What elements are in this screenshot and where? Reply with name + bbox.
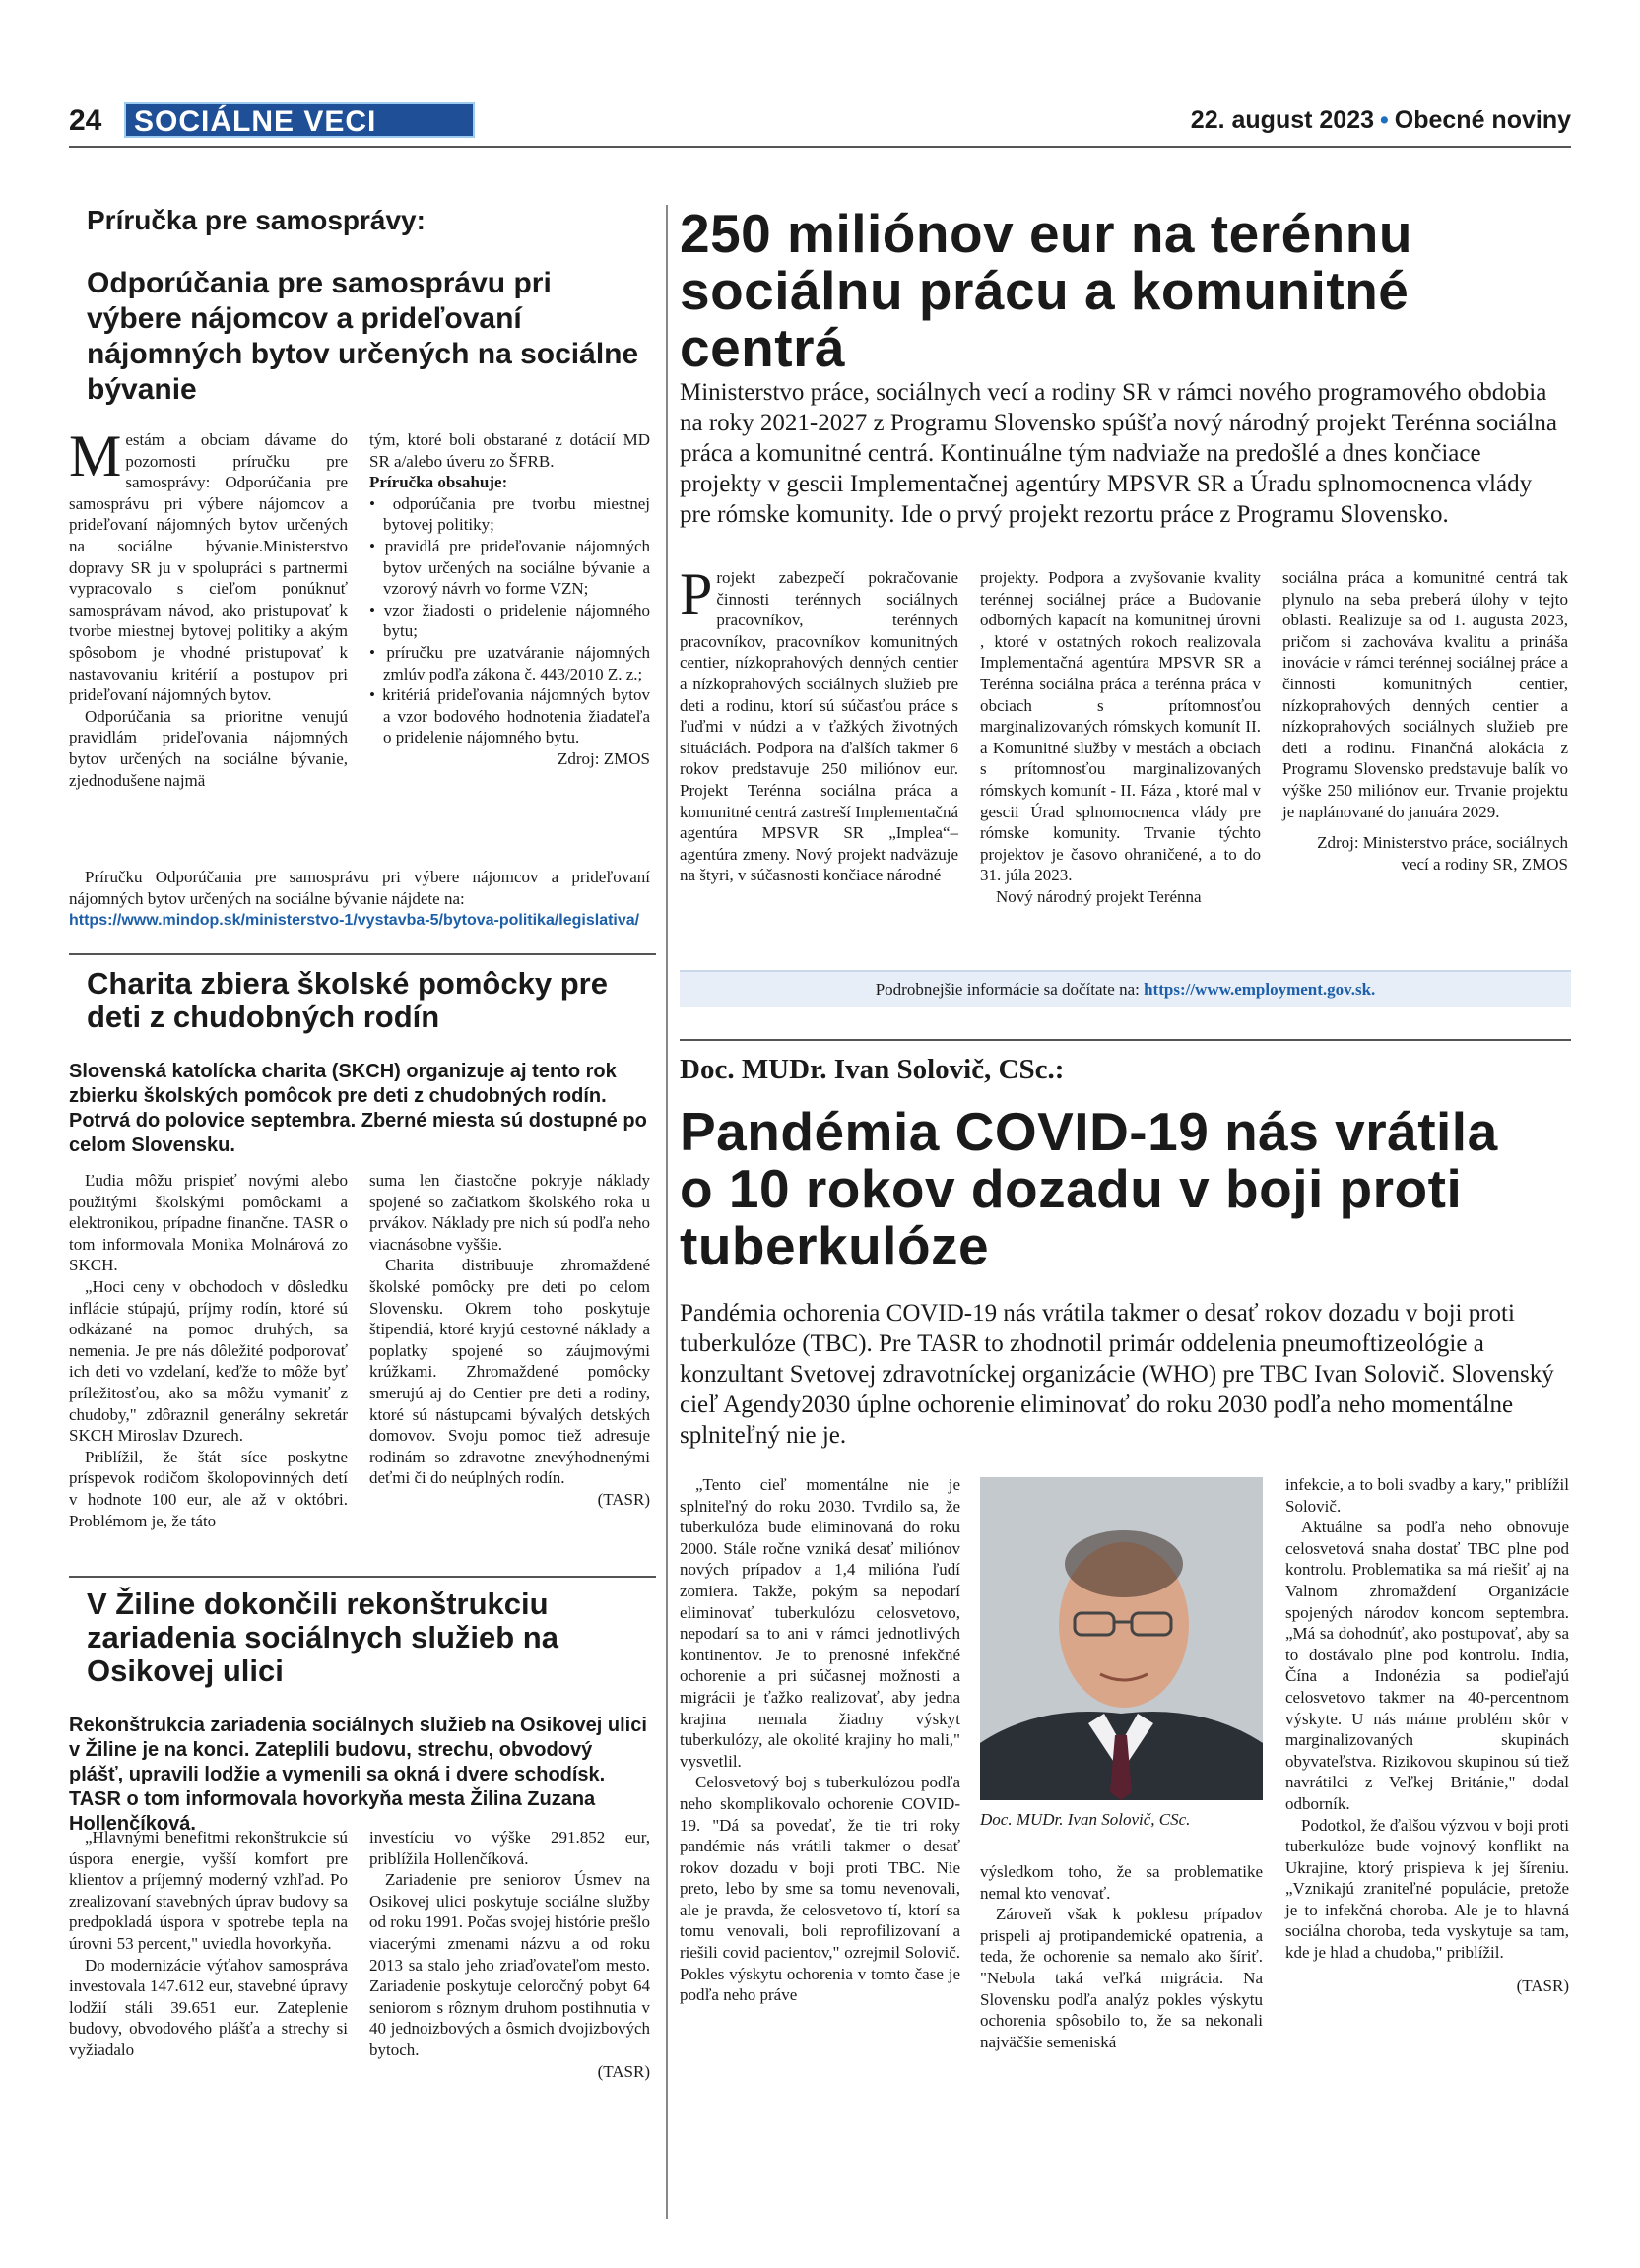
a2-source: Zdroj: Ministerstvo práce, sociálnych vecí a rodiny SR, ZMOS	[1317, 833, 1568, 874]
a3-c1: Ľudia môžu prispieť novými alebo použitými školskými pomôckami a elektronikou, prípadne finančne. TASR o tom informovala Monika Molnárová zo SKCH.	[69, 1171, 348, 1275]
a2-c1: rojekt zabezpečí pokračovanie činnosti terénnych sociálnych pracovníkov, terénnych pracovníkov, pracovníkov komunitných centier, nízkoprahových denných centier a nízkoprahových sociálnych služieb pre deti a rodinu, ktorí sú súčasťou práce s ľuďmi v núdzi a v ťažkých životných situáciách. Podpora na ďalších takmer 6 rokov predstavuje 250 miliónov eur. Projekt Terénna sociálna práca a komunitné centrá zastreší Implementačná agentúra MPSVR SR „Implea“– agentúra zmeny. Nový projekt nadväzuje na štyri, v súčasnosti končiace národné	[680, 568, 958, 885]
a5-c2: výsledkom toho, že sa problematike nemal kto venovať.	[980, 1862, 1263, 1903]
section-label: SOCIÁLNE VECI	[124, 102, 475, 138]
a5-lead: Pandémia ochorenia COVID-19 nás vrátila takmer o desať rokov dozadu v boji proti tuberkulóze (TBC). Pre TASR to zhodnotil primár oddelenia pneumoftizeológie a konzultant Svetovej zdravotníckej organizácie (WHO) pre TBC Ivan Solovič. Slovenský cieľ Agendy2030 úplne ochorenie eliminovať do roku 2030 podľa neho momentálne splniteľný nie je.	[680, 1300, 1554, 1449]
portrait-photo	[980, 1477, 1263, 1800]
a2-col2	[980, 567, 1261, 908]
a3-col1	[69, 1170, 348, 1531]
a1-dropcap: M	[69, 423, 122, 488]
portrait-illustration	[980, 1477, 1263, 1800]
a1-source: Zdroj: ZMOS	[558, 748, 650, 768]
page-number: 24	[69, 104, 102, 137]
a2-col3	[1282, 567, 1568, 875]
a4-col2	[369, 1827, 650, 2082]
list-item: • odporúčania pre tvorbu miestnej bytovej politiky;	[369, 493, 650, 536]
a5-c1b: Celosvetový boj s tuberkulózou podľa neho skomplikovalo ochorenie COVID-19. "Dá sa povedať, že tie tri roky pandémie nás vrátili takmer o desať rokov dozadu v boji proti TBC. Nie preto, lebo by sme sa tomu nevenovali, ale je pravda, že celosvetovo tí, ktorí sa tomu venovali, boli reprofilizovaní a riešili covid pacientov," ozrejmil Solovič. Pokles výskytu ochorenia v tomto čase je podľa neho práve	[680, 1773, 960, 2005]
a2-info-bar	[680, 970, 1571, 1007]
a3-c2b: Charita distribuuje zhromaždené školské pomôcky pre deti po celom Slovensku. Okrem toho poskytuje štipendiá, ktoré kryjú cestovné náklady a poplatky spojené so záujmovými krúžkami. Zhromaždené pomôcky smerujú aj do Centier pre deti a rodiny, ktoré sú nástupcami bývalých detských domovov. Svoju pomoc tiež adresuje rodinám so zdravotne znevýhodnenými deťmi či do neúplných rodín.	[369, 1256, 650, 1488]
a3-c2: suma len čiastočne pokryje náklady spojené so začiatkom školského roka u prvákov. Náklady pre nich sú podľa neho viacnásobne vyššie.	[369, 1171, 650, 1254]
a2-lead: Ministerstvo práce, sociálnych vecí a rodiny SR v rámci nového programového obdobia na roky 2021-2027 z Programu Slovensko spúšťa nový národný projekt Terénna sociálna práca a komunitné centrá. Kontinuálne tým nadviaže na predošlé a dnes končiace projekty v gescii Implementačnej agentúry MPSVR SR a Úradu splnomocnenca vlády pre rómske komunity. Ide o prvý projekt rezortu práce z Programu Slovensko.	[680, 379, 1557, 528]
a4-c2: investíciu vo výške 291.852 eur, priblížila Hollenčíková.	[369, 1828, 650, 1868]
a4-col1	[69, 1827, 348, 2061]
separator-dot: •	[1380, 106, 1389, 134]
list-item: • vzor žiadosti o pridelenie nájomného bytu;	[369, 600, 650, 642]
a1-p1: estám a obciam dávame do pozornosti príručku pre samosprávy: Odporúčania pre samosprávu pri výbere nájomcov a prideľovaní nájomných bytov určených na sociálne bývanie.Ministerstvo dopravy SR ju v spolupráci s partnermi vypracovalo s cieľom ponúknuť samosprávam návod, ako pristupovať k tvorbe miestnej bytovej politiky a akým spôsobom je vhodné pristupovať k nastavovaniu kritérií a postupov pri prideľovaní nájomných bytov.	[69, 430, 348, 705]
a1-footer	[69, 867, 650, 932]
divider	[69, 1576, 656, 1578]
divider	[69, 953, 656, 955]
a2-c2: projekty. Podpora a zvyšovanie kvality terénnej sociálnej práce a Budovanie odborných kapacít na komunitnej úrovni , ktoré v ostatných rokoch realizovala Implementačná agentúra MPSVR SR a Terénna sociálna práca a terénna práca v obciach s prítomnosťou marginalizovaných rómskych komunít II. a Komunitné služby v mestách a obciach s prítomnosťou marginalizovaných rómskych komunít - II. Fáza , ktoré mal v gescii Úrad splnomocnenca vlády pre rómske komunity. Trvanie týchto projektov je časovo ohraničené, a to do 31. júla 2023.	[980, 568, 1261, 885]
a4-c1: „Hlavnými benefitmi rekonštrukcie sú úspora energie, vyšší komfort pre klientov a príjemný moderný vzhľad. Po zrealizovaní stavebných úprav budovy sa predpokladá úspora v spotrebe tepla na úrovni 53 percent," uviedla hovorkyňa.	[69, 1828, 348, 1953]
a1-col1	[69, 423, 348, 791]
a5-col3	[1285, 1474, 1569, 1996]
a2-c2b: Nový národný projekt Terénna	[996, 886, 1202, 906]
a3-c1c: Priblížil, že štát síce poskytne príspevok rodičom školopovinných detí v hodnote 100 eur, ale až v októbri. Problémom je, že táto	[69, 1447, 348, 1530]
a1-title: Odporúčania pre samosprávu pri výbere nájomcov a prideľovaní nájomných bytov určených na sociálne bývanie	[87, 267, 639, 406]
a1-p3: tým, ktoré boli obstarané z dotácií MD SR a/alebo úveru zo ŠFRB.	[369, 430, 650, 471]
a5-c3c: Podotkol, že ďalšou výzvou v boji proti tuberkulóze bude vojnový konflikt na Ukrajine, ktorý prispieva k jej šíreniu. „Vznikajú zraniteľné populácie, pretože je to infekčná choroba. Ale je to hlavná sociálna choroba, teda vyskytuje sa tam, kde je hlad a chudoba," priblížil.	[1285, 1815, 1569, 1963]
a3-title: Charita zbiera školské pomôcky pre deti z chudobných rodín	[87, 966, 608, 1034]
a4-lead: Rekonštrukcia zariadenia sociálnych služieb na Osikovej ulici v Žiline je na konci. Zateplili budovu, strechu, obvodový plášť, upravili lodžie a vymenili sa okná i dvere schodísk. TASR o tom informovala hovorkyňa mesta Žilina Zuzana Hollenčíková.	[69, 1715, 647, 1835]
a4-c1b: Do modernizácie výťahov samospráva investovala 147.612 eur, stavebné úpravy lodžií stáli 39.651 eur. Zateplenie budovy, obvodového plášťa a strechy si vyžiadalo	[69, 1955, 348, 2059]
a5-col1	[680, 1474, 960, 2006]
issue-date: 22. august 2023	[1190, 106, 1375, 134]
a5-c1: „Tento cieľ momentálne nie je splniteľný do roku 2030. Tvrdilo sa, že tuberkulóza bude eliminovaná do roku 2000. Stále ročne vzniká desať miliónov nových prípadov a 1,4 milióna ľudí zomiera. Takže, pokým sa nepodarí eliminovať tuberkulózu celosvetovo, nepodarí sa to ani v rámci jednotlivých kontinentov. Je to prenosné infekčné ochorenie a pri súčasnej možnosti a migrácii je ťažko realizovať, aby jedna krajina nemala žiadny výskyt tuberkulózy, ale okolité krajiny ho mali," vysvetlil.	[680, 1475, 960, 1771]
a1-list-title: Príručka obsahuje:	[369, 473, 508, 492]
list-item: • kritériá prideľovania nájomných bytov a vzor bodového hodnotenia žiadateľa o pridelenie nájomného bytu.	[369, 684, 650, 748]
a5-title: Pandémia COVID-19 nás vrátila o 10 rokov dozadu v boji proti tuberkulóze	[680, 1101, 1498, 1276]
a3-source: (TASR)	[597, 1489, 650, 1509]
paper-name: Obecné noviny	[1394, 106, 1571, 134]
a5-kicker: Doc. MUDr. Ivan Solovič, CSc.:	[680, 1054, 1065, 1085]
a5-c3b: Aktuálne sa podľa neho obnovuje celosvetová snaha dostať TBC plne pod kontrolu. Problematika sa má riešiť aj na Valnom zhromaždení Organizácie spojených národov koncom septembra. „Má sa dohodnúť, ako postupovať, aby sa to dostávalo plne pod kontrolu. India, Čína a Indonézia sa podieľajú celosvetovo takmer na 40-percentnom výskyte. U nás máme problém skôr v marginalizovaných skupinách obyvateľstva. Rizikovou skupinou sú tiež navrátilci z Veľkej Británie," dodal odborník.	[1285, 1518, 1569, 1813]
a1-kicker: Príručka pre samosprávy:	[87, 205, 426, 235]
list-item: • pravidlá pre prideľovanie nájomných bytov určených na sociálne bývanie a vzorový návrh vo forme VZN;	[369, 536, 650, 600]
a1-footer-text: Príručku Odporúčania pre samosprávu pri výbere nájomcov a prideľovaní nájomných bytov určených na sociálne bývanie nájdete na:	[69, 868, 650, 908]
a1-p2: Odporúčania sa prioritne venujú pravidlám prideľovania nájomných bytov určených na sociálne bývanie, zjednodušene najmä	[69, 706, 348, 790]
a2-title: 250 miliónov eur na terénnu sociálnu prácu a komunitné centrá	[680, 203, 1412, 378]
header-rule	[69, 146, 1571, 148]
list-item: • príručku pre uzatváranie nájomných zmlúv podľa zákona č. 443/2010 Z. z.;	[369, 642, 650, 684]
a5-c3: infekcie, a to boli svadby a kary," priblížil Solovič.	[1285, 1475, 1569, 1516]
a4-title: V Žiline dokončili rekonštrukciu zariadenia sociálnych služieb na Osikovej ulici	[87, 1587, 558, 1688]
a4-c2b: Zariadenie pre seniorov Úsmev na Osikovej ulici poskytuje sociálne služby od roku 1991. Počas svojej histórie prešlo viacerými zmenami názvu a od roku 2013 sa stalo jeho zriaďovateľom mesto. Zariadenie poskytuje celoročný pobyt 64 seniorom s rôznym druhom postihnutia v 40 jednoizbových a ôsmich dvojizbových bytoch.	[369, 1870, 650, 2059]
a1-contents-list	[369, 493, 650, 748]
photo-caption: Doc. MUDr. Ivan Solovič, CSc.	[980, 1810, 1191, 1829]
a1-link[interactable]: https://www.mindop.sk/ministerstvo-1/vystavba-5/bytova-politika/legislativa/	[69, 912, 640, 930]
a4-source: (TASR)	[597, 2061, 650, 2081]
page-header	[69, 102, 1571, 142]
a2-c3: sociálna práca a komunitné centrá tak plynulo na seba preberá úlohy v tejto oblasti. Realizuje sa od 1. augusta 2023, pričom si zachováva kvalitu a prináša inovácie v rámci terénnej sociálnej práce a činnosti komunitných centier, nízkoprahových denných centier a nízkoprahových sociálnych služieb pre deti a rodinu. Finančná alokácia z Programu Slovensko predstavuje balík vo výške 250 miliónov eur. Trvanie projektu je naplánované do januára 2029.	[1282, 568, 1568, 821]
a5-col2	[980, 1861, 1263, 2052]
column-separator	[666, 205, 668, 2219]
a3-lead: Slovenská katolícka charita (SKCH) organizuje aj tento rok zbierku školských pomôcok pre deti z chudobných rodín. Potrvá do polovice septembra. Zberné miesta sú dostupné po celom Slovensku.	[69, 1061, 647, 1156]
a2-col1	[680, 561, 958, 886]
divider	[680, 1039, 1571, 1041]
a1-col2	[369, 429, 650, 770]
issue-date-line	[1191, 106, 1571, 135]
a2-info-link[interactable]: https://www.employment.gov.sk.	[1144, 980, 1376, 999]
a2-dropcap: P	[680, 561, 713, 626]
a5-source: (TASR)	[1516, 1976, 1569, 1995]
a3-c1b: „Hoci ceny v obchodoch v dôsledku inflácie stúpajú, príjmy rodín, ktoré sú odkázané na pomoc druhých, sa nemenia. Je pre nás dôležité podporovať ich deti vo vzdelaní, keďže to môže byť príležitosťou, ako sa môžu vymaniť z chudoby," zdôraznil generálny sekretár SKCH Miroslav Dzurech.	[69, 1276, 348, 1446]
a5-c2b: Zároveň však k poklesu prípadov prispeli aj protipandemické opatrenia, a teda, že ochorenie sa nemalo ako šíriť. "Nebola taká veľká migrácia. Na Slovensku podľa analýz pokles výskytu ochorenia spôsobilo to, že sa nekonali najväčšie semeniská	[980, 1905, 1263, 2051]
a2-info-text: Podrobnejšie informácie sa dočítate na:	[875, 980, 1140, 999]
a3-col2	[369, 1170, 650, 1511]
